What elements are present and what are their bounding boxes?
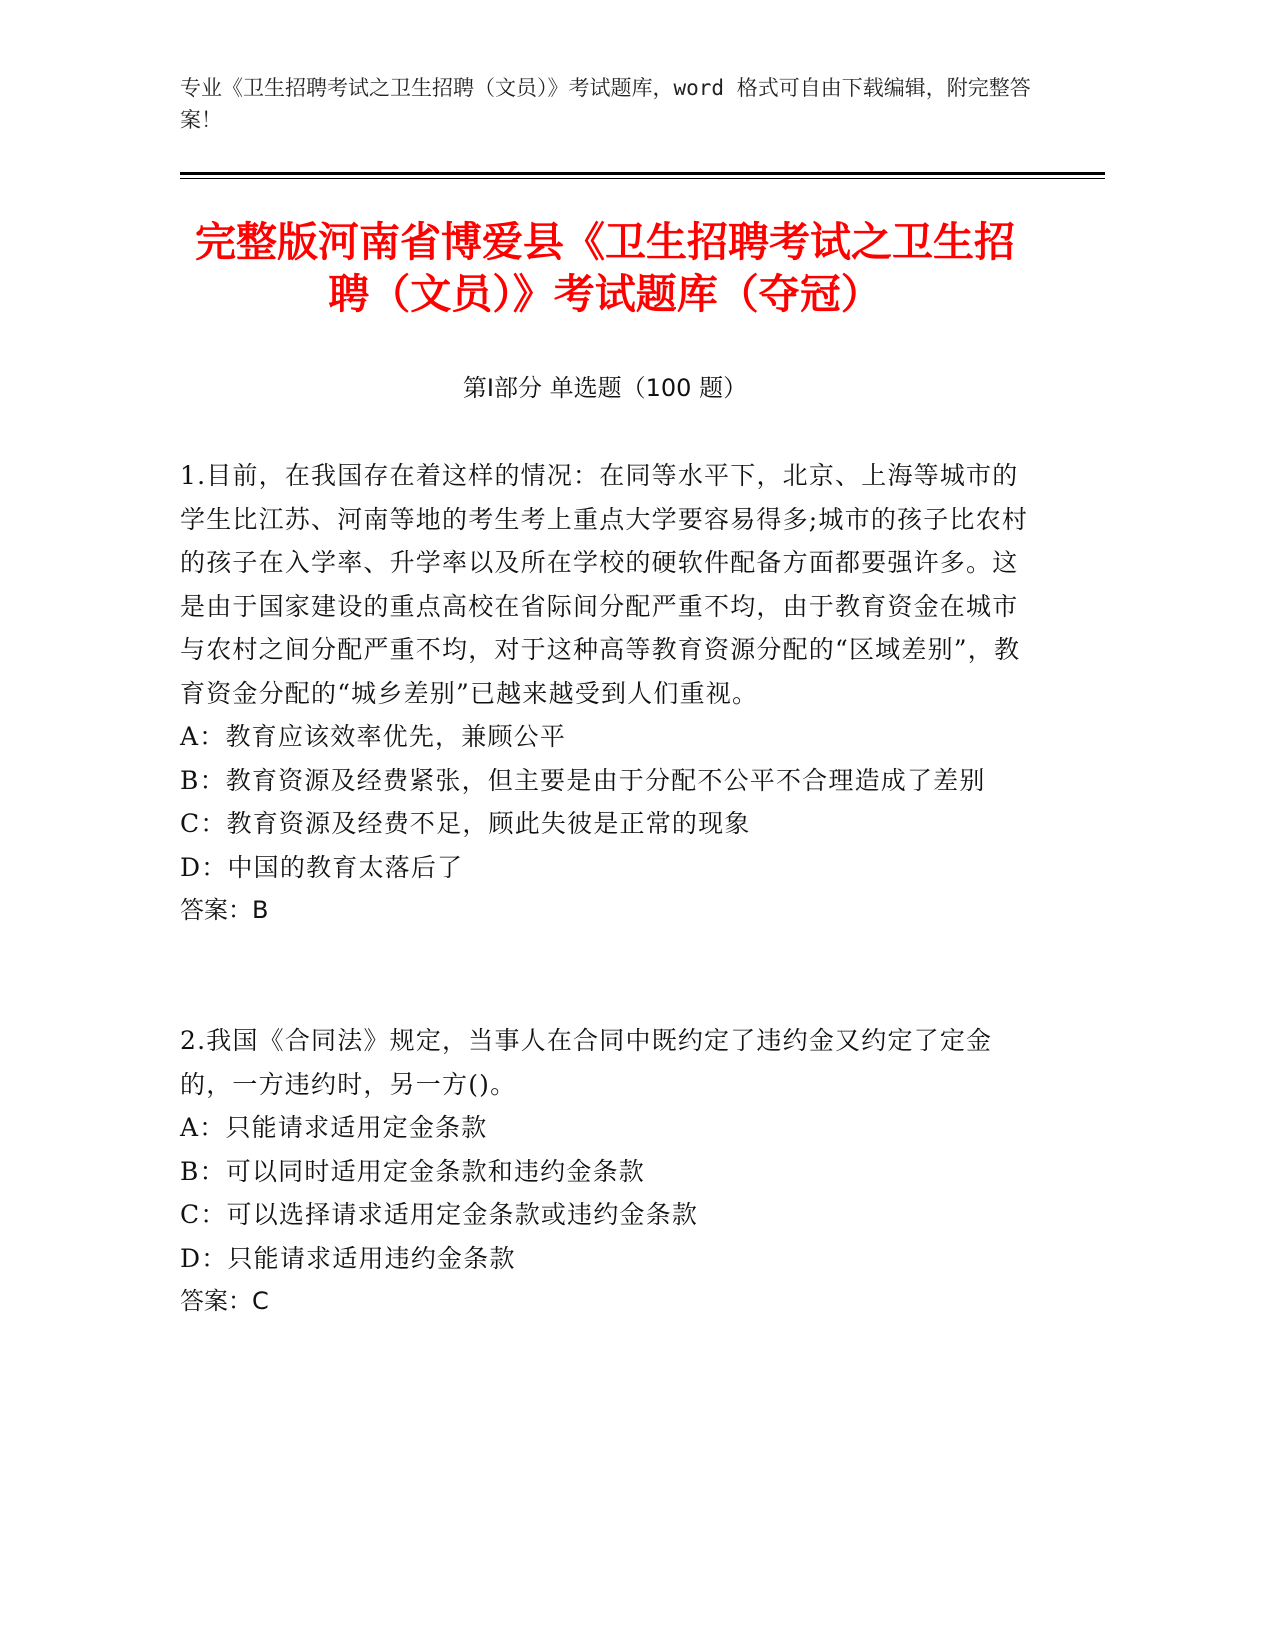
option-b: B：教育资源及经费紧张，但主要是由于分配不公平不合理造成了差别 [180, 765, 986, 795]
question-stem: 1.目前，在我国存在着这样的情况：在同等水平下，北京、上海等城市的学生比江苏、河南等地的考生考上重点大学要容易得多;城市的孩子比农村的孩子在入学率、升学率以及所在学校的硬软件配备方面都要强许多。这是由于国家建设的重点高校在省际间分配严重不均，由于教育资金在城市与农村之间分配严重不均，对于这种高等教育资源分配的“区域差别”，教育资金分配的“城乡差别”已越来越受到人们重视。 [180, 461, 1029, 708]
option-a: A：只能请求适用定金条款 [180, 1113, 488, 1142]
section-heading: 第Ⅰ部分 单选题（100 题） [462, 374, 748, 402]
header-note: 专业《卫生招聘考试之卫生招聘（文员）》考试题库，word 格式可自由下载编辑，附完整答案！ [180, 76, 1031, 132]
header-divider-thick [180, 172, 1105, 175]
question-1 [180, 454, 1030, 933]
option-d: D：只能请求适用违约金条款 [180, 1243, 516, 1273]
option-c: C：教育资源及经费不足，顾此失彼是正常的现象 [180, 809, 751, 838]
option-c: C：可以选择请求适用定金条款或违约金条款 [180, 1200, 699, 1229]
document-title: 完整版河南省博爱县《卫生招聘考试之卫生招聘（文员）》考试题库（夺冠） [195, 218, 1015, 318]
header-divider-thin [180, 178, 1105, 179]
answer: 答案：B [180, 896, 269, 924]
question-2 [180, 1019, 1030, 1324]
question-stem: 2.我国《合同法》规定，当事人在合同中既约定了违约金又约定了定金的，一方违约时，另一方()。 [180, 1026, 993, 1099]
option-a: A：教育应该效率优先，兼顾公平 [180, 722, 567, 751]
option-d: D：中国的教育太落后了 [180, 852, 464, 882]
answer: 答案：C [180, 1287, 269, 1315]
option-b: B：可以同时适用定金条款和违约金条款 [180, 1156, 645, 1186]
